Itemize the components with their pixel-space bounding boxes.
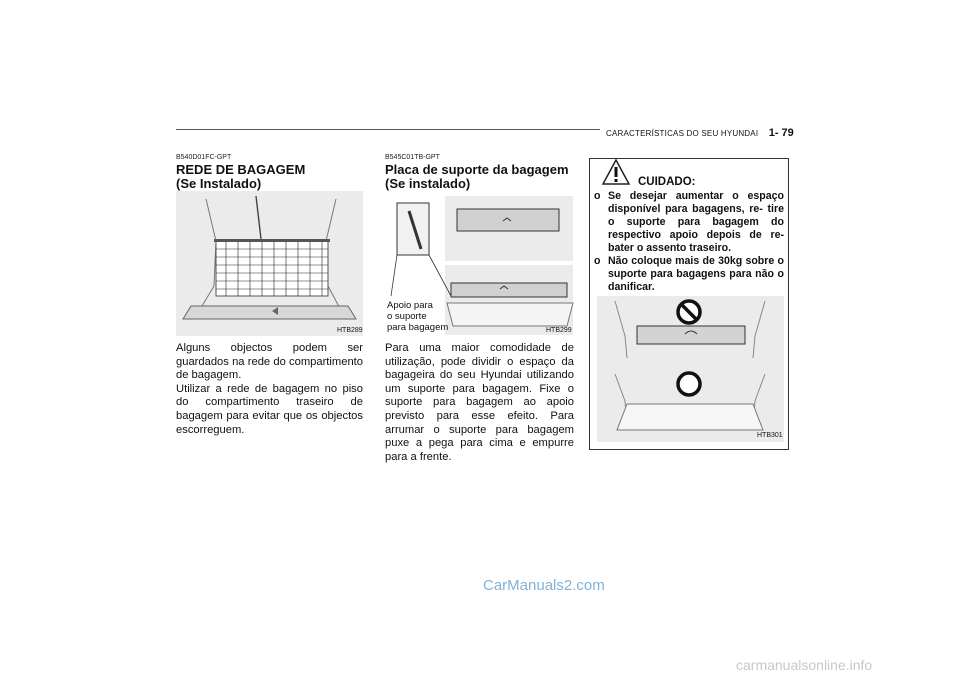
cargo-net-illustration [176,191,363,336]
middle-figure-id: HTB299 [546,327,572,334]
caution-list [594,190,784,294]
left-figure-id: HTB289 [337,327,363,334]
caution-bullet: o [594,190,601,202]
caution-item-2-text: Não coloque mais de 30kg sobre o suporte para bagagens para não o danificar. [608,255,784,293]
support-callout-label [387,300,448,333]
allowed-circle-icon [675,370,703,398]
watermark-primary: CarManuals2.com [483,577,605,594]
middle-title-line2: (Se instalado) [385,176,471,191]
caution-figure-id: HTB301 [757,432,783,439]
caution-item-1-text: Se desejar aumentar o espaço disponível para bagagens, re- tire o suporte para bagagem do respectivo apoio depois de re- bater o assento traseiro. [608,190,784,254]
middle-body-text [385,342,574,464]
section-title: CARACTERÍSTICAS DO SEU HYUNDAI [606,129,759,138]
caution-bullet: o [594,255,601,267]
middle-paragraph: Para uma maior comodidade de utilização, pode dividir o espaço da bagageira do seu Hyundai utilizando um suporte para bagagem. Fixe o suporte para bagagem ao apoio previsto para esse efeito. Para arrumar o suporte para bagagem puxe a pega para cima e empurre para a frente. [385,342,574,463]
middle-section-title [385,163,569,191]
left-title-line1: REDE DE BAGAGEM [176,162,306,177]
middle-section-code: B545C01TB-GPT [385,154,440,161]
caution-item-1 [594,190,784,255]
caution-title: CUIDADO: [638,176,696,188]
callout-line-2: o suporte [387,311,427,322]
header-rule [176,129,600,130]
left-title-line2: (Se Instalado) [176,176,262,191]
page-number: 1- 79 [768,127,794,139]
prohibition-icon [675,298,703,326]
left-section-code: B540D01FC-GPT [176,154,232,161]
left-body-text [176,342,363,437]
left-section-title [176,163,305,191]
left-paragraph-2: Utilizar a rede de bagagem no piso do compartimento traseiro de bagagem para evitar que os objectos escorreguem. [176,382,363,436]
page-header [606,123,794,141]
callout-line-3: para bagagem [387,322,449,333]
warning-triangle-icon [601,158,631,186]
callout-line-1: Apoio para [387,300,433,311]
watermark-secondary: carmanualsonline.info [736,657,873,673]
middle-title-line1: Placa de suporte da bagagem [385,162,569,177]
caution-item-2 [594,255,784,294]
left-paragraph-1: Alguns objectos podem ser guardados na rede do compartimento de bagagem. [176,342,363,382]
